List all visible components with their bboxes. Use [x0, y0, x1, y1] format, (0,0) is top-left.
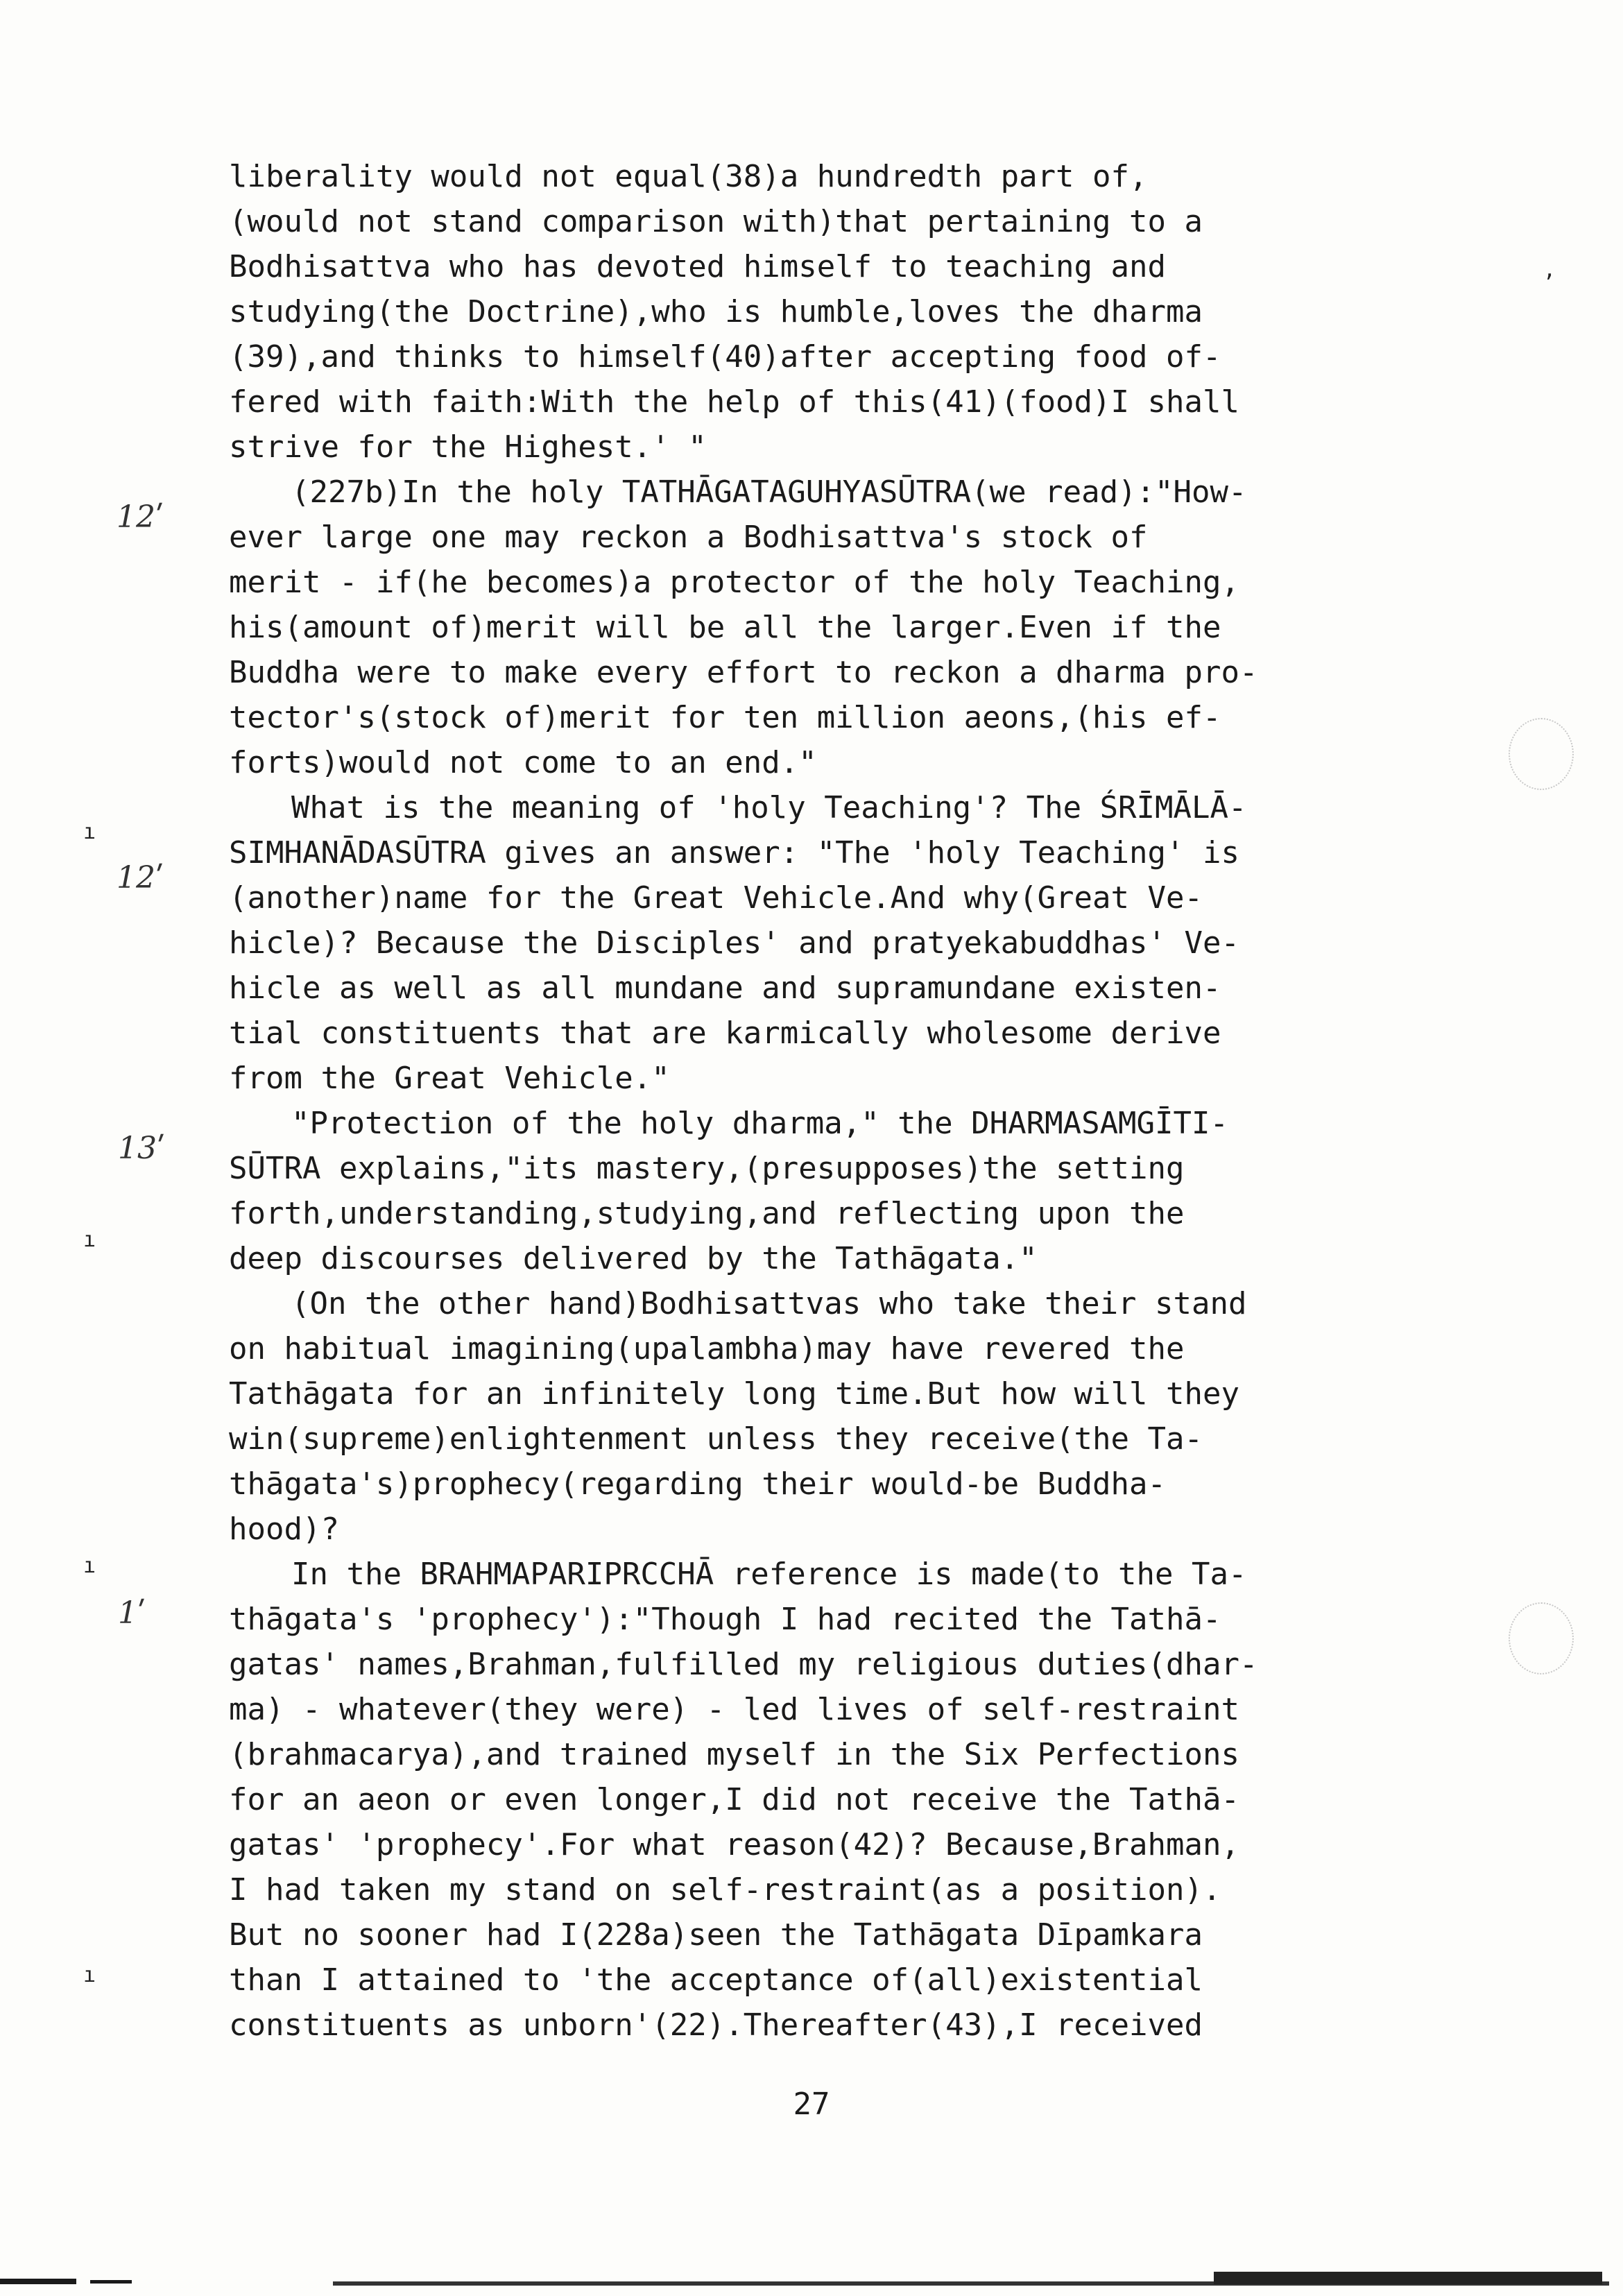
- text-line: (227b)In the holy TATHĀGATAGUHYASŪTRA(we read):"How-: [291, 474, 1247, 510]
- punch-hole-mark: [1509, 1602, 1574, 1674]
- scan-edge: [0, 2258, 1623, 2296]
- margin-mark: ,: [1543, 258, 1556, 282]
- margin-mark: ı: [83, 1228, 96, 1252]
- text-line: forts)would not come to an end.": [229, 745, 817, 780]
- text-line: gatas' names,Brahman,fulfilled my religious duties(dhar-: [229, 1647, 1258, 1682]
- text-line: forth,understanding,studying,and reflecting upon the: [229, 1196, 1185, 1231]
- text-line: for an aeon or even longer,I did not receive the Tathā-: [229, 1782, 1239, 1817]
- text-line: gatas' 'prophecy'.For what reason(42)? Because,Brahman,: [229, 1827, 1239, 1862]
- text-line: ever large one may reckon a Bodhisattva's stock of: [229, 520, 1148, 555]
- page-number: 27: [793, 2087, 830, 2122]
- text-line: liberality would not equal(38)a hundredth part of,: [229, 159, 1148, 194]
- text-line: ma) - whatever(they were) - led lives of self-restraint: [229, 1692, 1239, 1727]
- text-line: (brahmacarya),and trained myself in the Six Perfections: [229, 1737, 1239, 1772]
- text-line: SIMHANĀDASŪTRA gives an answer: "The 'holy Teaching' is: [229, 835, 1239, 871]
- margin-note: 12ʹ: [117, 499, 164, 535]
- body-text: [229, 154, 1519, 2048]
- punch-hole-mark: [1509, 718, 1574, 790]
- text-line: on habitual imagining(upalambha)may have revered the: [229, 1331, 1185, 1367]
- text-line: his(amount of)merit will be all the larger.Even if the: [229, 610, 1221, 645]
- text-line: deep discourses delivered by the Tathāgata.": [229, 1241, 1038, 1276]
- text-line: Buddha were to make every effort to reckon a dharma pro-: [229, 655, 1258, 690]
- text-line: merit - if(he becomes)a protector of the holy Teaching,: [229, 565, 1239, 600]
- text-line: hicle)? Because the Disciples' and pratyekabuddhas' Ve-: [229, 925, 1239, 961]
- text-line: fered with faith:With the help of this(41)(food)I shall: [229, 384, 1239, 420]
- text-line: What is the meaning of 'holy Teaching'? The ŚRĪMĀLĀ-: [291, 790, 1247, 825]
- margin-note: 1ʹ: [118, 1595, 146, 1631]
- text-line: Bodhisattva who has devoted himself to teaching and: [229, 249, 1167, 284]
- text-line: constituents as unborn'(22).Thereafter(43),I received: [229, 2007, 1203, 2043]
- text-line: studying(the Doctrine),who is humble,loves the dharma: [229, 294, 1203, 329]
- text-line: tector's(stock of)merit for ten million aeons,(his ef-: [229, 700, 1221, 735]
- text-line: thāgata's 'prophecy'):"Though I had recited the Tathā-: [229, 1602, 1221, 1637]
- text-line: hicle as well as all mundane and supramundane existen-: [229, 970, 1221, 1006]
- text-line: win(supreme)enlightenment unless they receive(the Ta-: [229, 1421, 1203, 1457]
- text-line: In the BRAHMAPARIPRCCHĀ reference is made(to the Ta-: [291, 1557, 1247, 1592]
- text-line: strive for the Highest.' ": [229, 429, 707, 465]
- text-line: (would not stand comparison with)that pertaining to a: [229, 204, 1203, 239]
- text-line: than I attained to 'the acceptance of(all)existential: [229, 1962, 1203, 1998]
- margin-mark: ı: [83, 1963, 96, 1987]
- text-line: tial constituents that are karmically wholesome derive: [229, 1016, 1221, 1051]
- margin-note: 13ʹ: [118, 1131, 166, 1166]
- text-line: But no sooner had I(228a)seen the Tathāgata Dīpamkara: [229, 1917, 1203, 1953]
- text-line: (39),and thinks to himself(40)after accepting food of-: [229, 339, 1221, 375]
- text-line: thāgata's)prophecy(regarding their would-be Buddha-: [229, 1466, 1167, 1502]
- text-line: hood)?: [229, 1511, 339, 1547]
- text-line: SŪTRA explains,"its mastery,(presupposes)the setting: [229, 1151, 1185, 1186]
- text-line: from the Great Vehicle.": [229, 1061, 670, 1096]
- text-line: I had taken my stand on self-restraint(as a position).: [229, 1872, 1221, 1908]
- margin-mark: ı: [83, 1554, 96, 1578]
- text-line: (another)name for the Great Vehicle.And why(Great Ve-: [229, 880, 1203, 916]
- text-line: (On the other hand)Bodhisattvas who take their stand: [291, 1286, 1247, 1321]
- text-line: "Protection of the holy dharma," the DHARMASAMGĪTI-: [291, 1106, 1229, 1141]
- text-line: Tathāgata for an infinitely long time.But how will they: [229, 1376, 1239, 1412]
- margin-note: 12ʹ: [117, 860, 164, 896]
- margin-mark: ı: [83, 820, 96, 844]
